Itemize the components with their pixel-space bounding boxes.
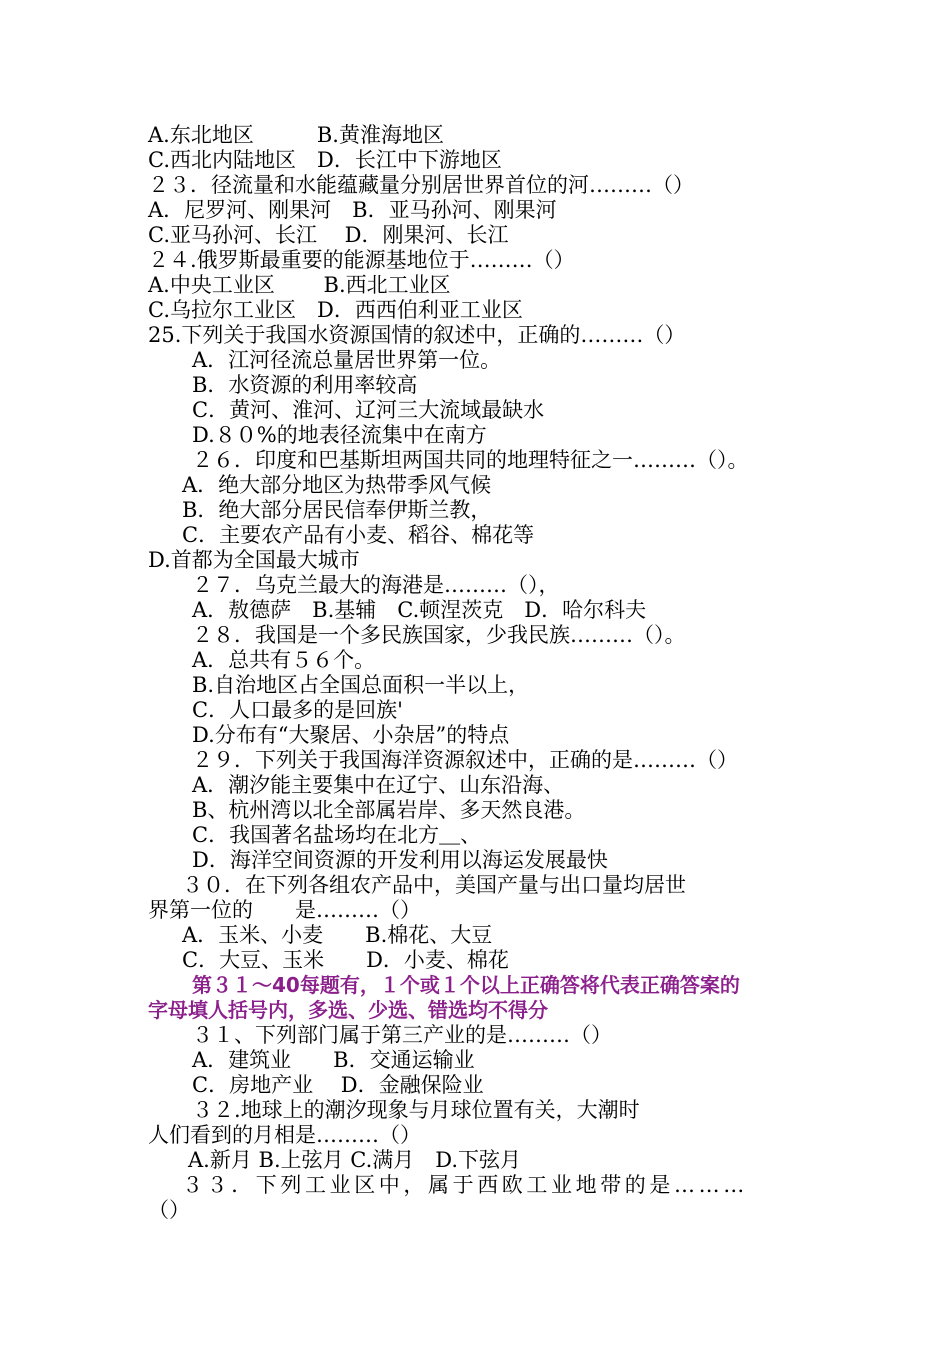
- question-27: ２７．乌克兰最大的海港是………（），: [192, 573, 560, 597]
- question-30-line1: ３０．在下列各组农产品中，美国产量与出口量均居世: [182, 873, 686, 897]
- option-28-d: D.分布有“大聚居、小杂居”的特点: [192, 723, 510, 747]
- option-29-b: B、杭州湾以北全部属岩岸、多天然良港。: [192, 798, 586, 822]
- option-26-b: B．绝大部分居民信奉伊斯兰教，: [182, 498, 492, 522]
- option-line-27: A．敖德萨 B.基辅 C.顿涅茨克 D．哈尔科夫: [192, 598, 647, 622]
- option-line-22-ab: A.东北地区 B.黄淮海地区: [148, 123, 444, 147]
- option-line-23-ab: A．尼罗河、刚果河 B．亚马孙河、刚果河: [148, 198, 557, 222]
- option-28-b: B.自治地区占全国总面积一半以上，: [192, 673, 530, 697]
- section-instruction-line2: 字母填人括号内，多选、少选、错选均不得分: [148, 998, 548, 1022]
- question-25: 25.下列关于我国水资源国情的叙述中，正确的………（）: [148, 323, 686, 347]
- option-line-31-cd: C．房地产业 D．金融保险业: [192, 1073, 484, 1097]
- question-31: ３１、下列部门属于第三产业的是………（）: [192, 1023, 612, 1047]
- option-25-a: A．江河径流总量居世界第一位。: [192, 348, 502, 372]
- question-23: ２３．径流量和水能蕴藏量分别居世界首位的河………（）: [148, 173, 694, 197]
- option-25-d: D.８０%的地表径流集中在南方: [192, 423, 487, 447]
- option-29-d: D．海洋空间资源的开发利用以海运发展最快: [192, 848, 608, 872]
- option-28-a: A．总共有５６个。: [192, 648, 376, 672]
- question-28: ２８．我国是一个多民族国家，少我民族………（）。: [192, 623, 686, 647]
- option-26-c: C．主要农产品有小麦、稻谷、棉花等: [182, 523, 535, 547]
- question-24: ２４.俄罗斯最重要的能源基地位于………（）: [148, 248, 575, 272]
- option-line-30-ab: A．玉米、小麦 B.棉花、大豆: [182, 923, 493, 947]
- option-line-31-ab: A．建筑业 B．交通运输业: [192, 1048, 475, 1072]
- question-26: ２６．印度和巴基斯坦两国共同的地理特征之一………（）。: [192, 448, 749, 472]
- question-32-line2: 人们看到的月相是………（）: [148, 1123, 421, 1147]
- option-line-24-cd: C.乌拉尔工业区 D．西西伯利亚工业区: [148, 298, 523, 322]
- section-instruction-line1: 第３１～40每题有，１个或１个以上正确答将代表正确答案的: [192, 973, 740, 997]
- option-28-c: C．人口最多的是回族': [192, 698, 403, 722]
- option-line-32: A.新月 B.上弦月 C.满月 D.下弦月: [188, 1148, 522, 1172]
- option-line-24-ab: A.中央工业区 B.西北工业区: [148, 273, 451, 297]
- question-33: ３３．下列工业区中，属于西欧工业地带的是………: [182, 1173, 748, 1197]
- question-32-line1: ３２.地球上的潮汐现象与月球位置有关，大潮时: [192, 1098, 640, 1122]
- option-25-c: C．黄河、淮河、辽河三大流域最缺水: [192, 398, 545, 422]
- option-line-22-cd: C.西北内陆地区 D．长江中下游地区: [148, 148, 502, 172]
- option-line-23-cd: C.亚马孙河、长江 D．刚果河、长江: [148, 223, 509, 247]
- question-29: ２９．下列关于我国海洋资源叙述中，正确的是………（）: [192, 748, 738, 772]
- question-33-bracket: （）: [148, 1198, 190, 1222]
- question-30-line2: 界第一位的 是………（）: [148, 898, 421, 922]
- option-26-d: D.首都为全国最大城市: [148, 548, 360, 572]
- option-29-a: A．潮汐能主要集中在辽宁、山东沿海、: [192, 773, 565, 797]
- option-26-a: A．绝大部分地区为热带季风气候: [182, 473, 492, 497]
- option-line-30-cd: C．大豆、玉米 D．小麦、棉花: [182, 948, 509, 972]
- option-25-b: B．水资源的利用率较高: [192, 373, 418, 397]
- option-29-c: C．我国著名盐场均在北方＿、: [192, 823, 482, 847]
